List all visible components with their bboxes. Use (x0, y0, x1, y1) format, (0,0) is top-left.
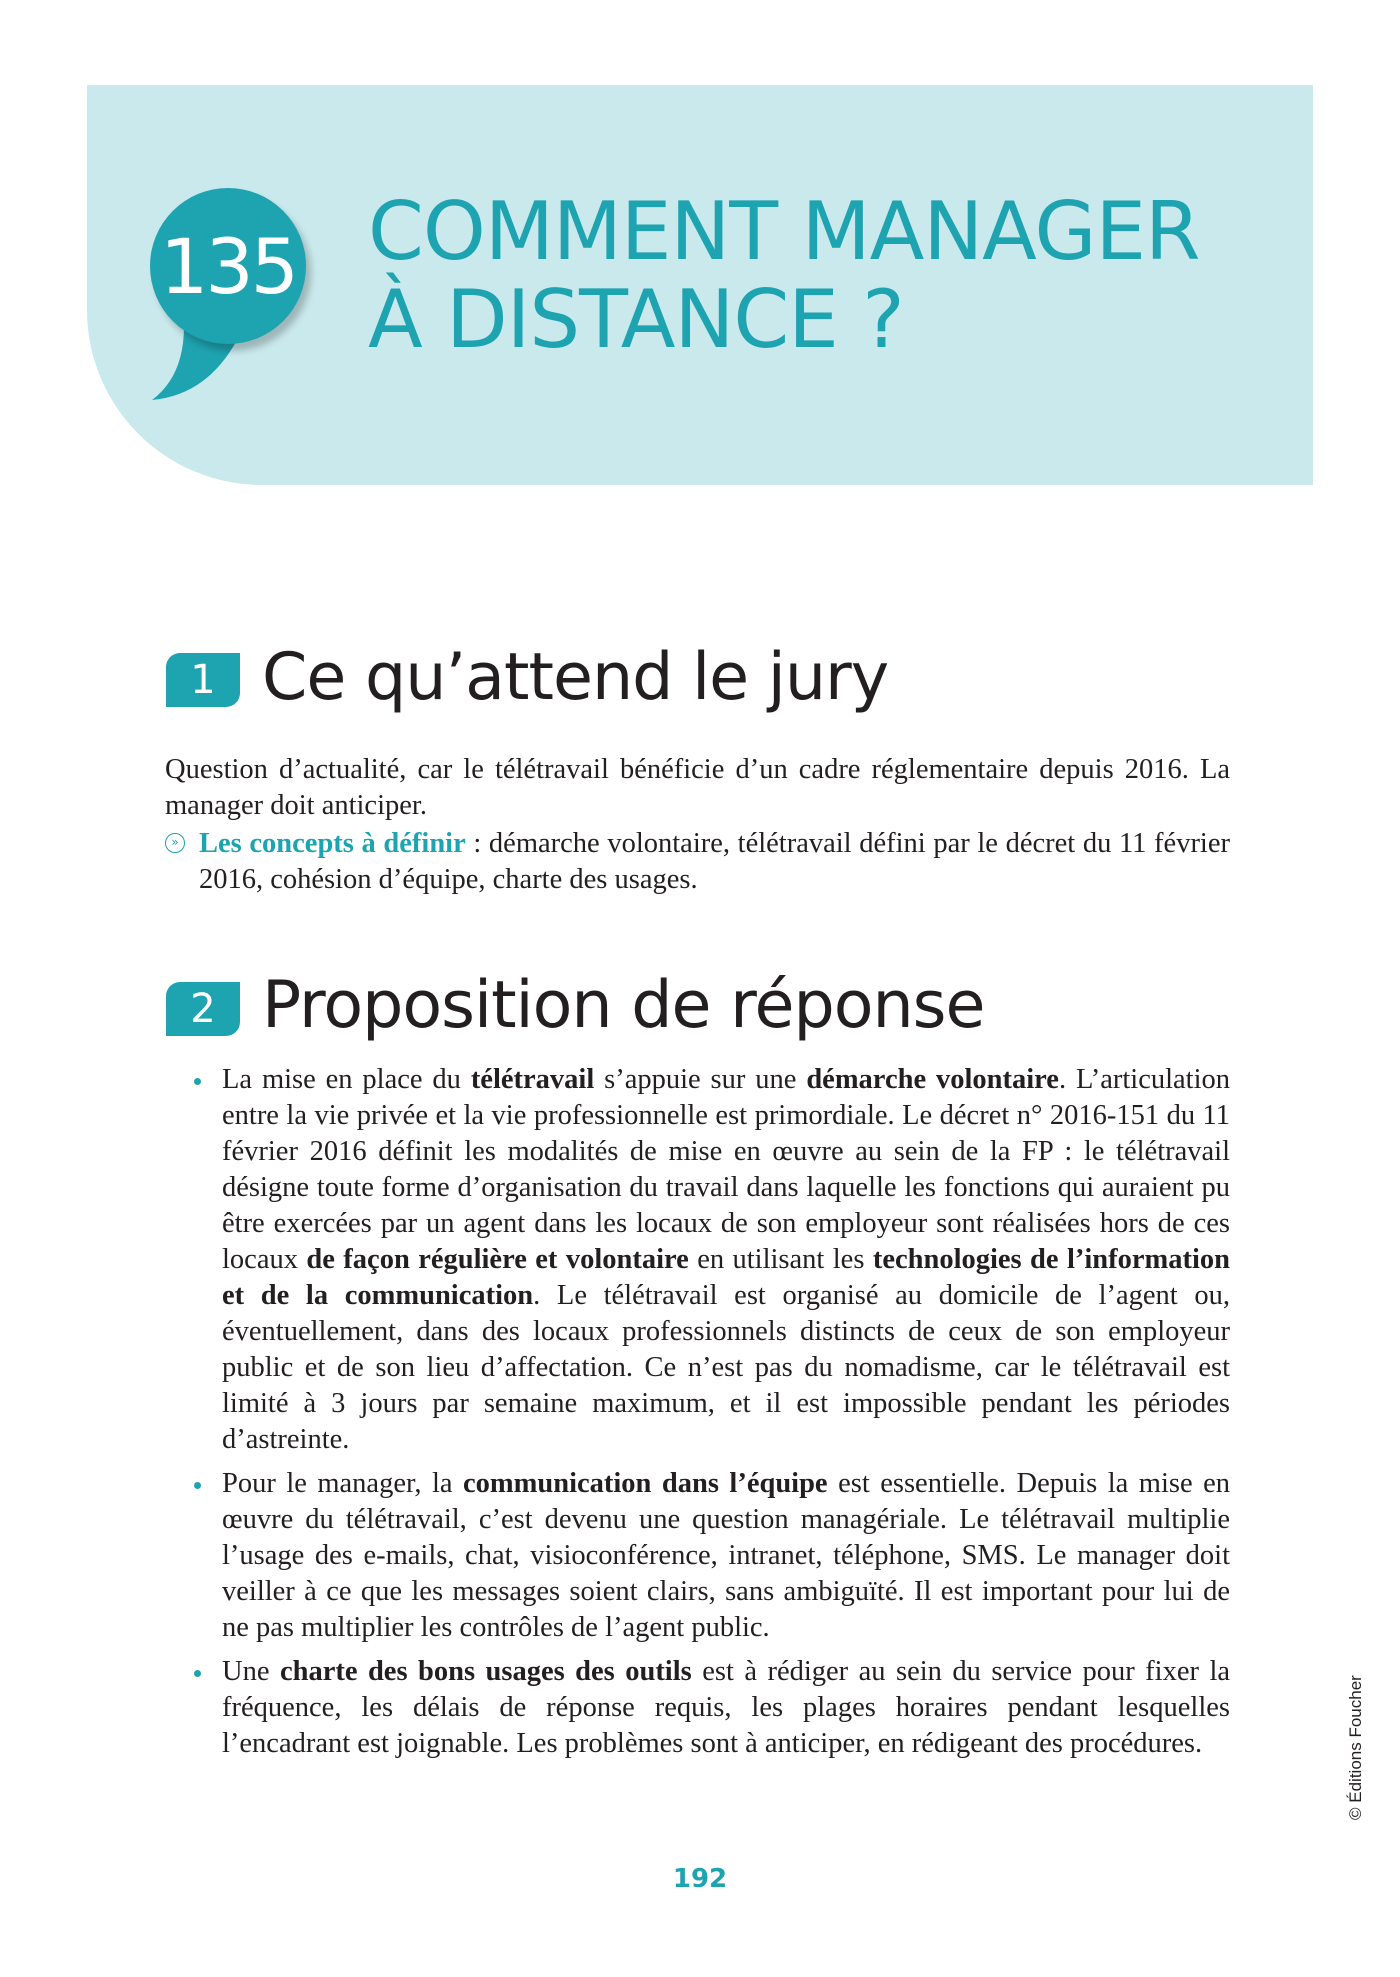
bold-term: technologies de l’information et de la communication (222, 1244, 1231, 1311)
section-1-badge (166, 653, 240, 707)
answer-bullet (186, 1654, 1230, 1762)
bullet-dot-icon (194, 1670, 201, 1677)
bullet-text: Une (222, 1656, 280, 1687)
bullet-text: en utilisant les (688, 1244, 873, 1275)
bullet-dot-icon (194, 1482, 201, 1489)
bullet-text: Pour le manager, la (222, 1468, 463, 1499)
section-2-badge (166, 982, 240, 1036)
answer-bullet (186, 1062, 1230, 1458)
double-chevron-icon: » (165, 833, 185, 853)
concepts-label: Les concepts à définir (199, 828, 466, 859)
concepts-item (165, 826, 1230, 898)
bullet-text: La mise en place du (222, 1064, 471, 1095)
bullet-text: s’appuie sur une (594, 1064, 807, 1095)
chapter-title (368, 185, 1200, 366)
concepts-text: : démarche volontaire, télétravail défini par le décret du 11 février 2016, cohésion d’équipe, charte des usages. (199, 828, 1230, 895)
section-2-title: Proposition de réponse (262, 968, 985, 1043)
section-1-intro: Question d’actualité, car le télétravail bénéficie d’un cadre réglementaire depuis 2016. La manager doit anticiper. (165, 754, 1230, 821)
section-1-title: Ce qu’attend le jury (262, 640, 889, 715)
bullet-text: . Le télétravail est organisé au domicile de l’agent ou, éventuellement, dans des locaux professionnels distincts de ceux de son employeur public et de son lieu d’affectation. Ce n’est pas du nomadisme, car le télétravail est limité à 3 jours par semaine maximum, et il est impossible pendant les périodes d’astreinte. (222, 1280, 1230, 1455)
section-1-number: 1 (190, 657, 216, 703)
bold-term: démarche volontaire (806, 1064, 1059, 1095)
chapter-title-line-1: COMMENT MANAGER (368, 185, 1200, 278)
chapter-number: 135 (159, 221, 297, 311)
copyright-notice: © Éditions Foucher (1346, 1675, 1365, 1820)
section-2-number: 2 (190, 986, 216, 1032)
bold-term: charte des bons usages des outils (279, 1656, 692, 1687)
bullet-text: . L’articulation entre la vie privée et la vie professionnelle est primordiale. Le décret n° 2016-151 du 11 février 2016 définit les modalités de mise en œuvre au sein de la FP : le télétravail désigne toute forme d’organisation du travail dans laquelle les fonctions qui auraient pu être exercées par un agent dans les locaux de son employeur sont réalisées hors de ces locaux (222, 1064, 1231, 1275)
bold-term: de façon régulière et volontaire (306, 1244, 689, 1275)
bullet-dot-icon (194, 1078, 201, 1085)
bold-term: communication dans l’équipe (463, 1468, 828, 1499)
answer-bullet-list (186, 1062, 1230, 1770)
bold-term: télétravail (470, 1064, 595, 1095)
chapter-number-bubble (150, 188, 306, 344)
answer-bullet (186, 1466, 1230, 1646)
chapter-title-line-2: À DISTANCE ? (368, 273, 904, 366)
page-number: 192 (672, 1864, 728, 1894)
bullet-text: est essentielle. Depuis la mise en œuvre du télétravail, c’est devenu une question managériale. Le télétravail multiplie l’usage des e-mails, chat, visioconférence, intranet, téléphone, SMS. Le manager doit veiller à ce que les messages soient clairs, sans ambiguïté. Il est important pour lui de ne pas multiplier les contrôles de l’agent public. (222, 1468, 1230, 1643)
bullet-text: est à rédiger au sein du service pour fixer la fréquence, les délais de réponse requis, les plages horaires pendant lesquelles l’encadrant est joignable. Les problèmes sont à anticiper, en rédigeant des procédures. (222, 1656, 1231, 1759)
